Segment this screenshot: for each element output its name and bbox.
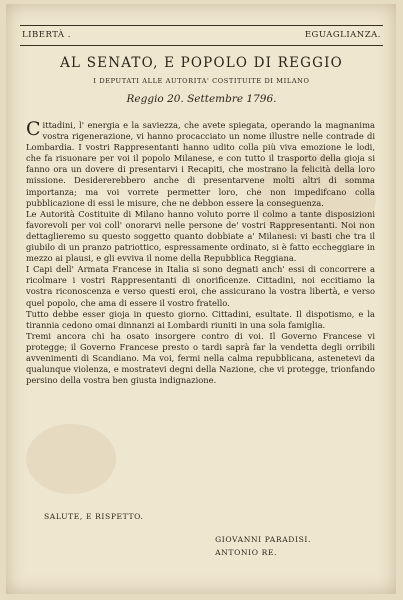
header-bottom-rule — [20, 45, 383, 46]
paragraph: I Capi dell' Armata Francese in Italia si sono degnati anch' essi di concorrere a ricolmare i vostri Rappresentanti di onorificenze. Cittadini, noi eccitiamo la vostra riconoscenza e verso questi eroi, che assicurano la vostra libertà, e verso quel popolo, che ama di essere il vostro fratello. — [26, 264, 375, 308]
signer-name: ANTONIO RE. — [215, 548, 278, 557]
header-right-motto: EGUAGLIANZA. — [304, 30, 381, 40]
header-left-motto: LIBERTÀ . — [22, 30, 71, 40]
signer-name: GIOVANNI PARADISI. — [215, 535, 311, 544]
closing-salutation: SALUTE, E RISPETTO. — [44, 512, 144, 521]
paragraph: Le Autorità Costituite di Milano hanno voluto porre il colmo a tante disposizioni favorevoli per voi coll' onorarvi nelle persone de' vostri Rappresentanti. Noi non dettaglieremo su questo soggetto quanto dobbiate a' Milanesi: vi basti che tra il giubilo di un pranzo patriottico, espressamente ordinato, si è fatto eccheggiare in mezzo ai plausi, e gli evviva il nome della Repubblica Reggiana. — [26, 208, 375, 264]
paragraph: Tremi ancora chi ha osato insorgere contro di voi. Il Governo Francese vi protegge; il Governo Francese presto o tardi saprà far la vendetta degli orribili avvenimenti di Scandiano. Ma voi, fermi nella calma repubblicana, astenetevi da qualunque violenza, e mostratevi degni della Nazione, che vi protegge, trionfando persino della vostra ben giusta indignazione. — [26, 330, 375, 386]
document-date: Reggio 20. Settembre 1796. — [126, 93, 277, 105]
document-title: AL SENATO, E POPOLO DI REGGIO — [60, 55, 343, 71]
header-row — [22, 30, 381, 40]
paragraph: Tutto debbe esser gioja in questo giorno. Cittadini, esultate. Il dispotismo, e la tirannia cedono omai dinnanzi ai Lombardi riuniti in una sola famiglia. — [26, 308, 375, 330]
paper-stain — [26, 424, 116, 494]
header-top-rule — [20, 25, 383, 26]
paragraph: Cittadini, l' energia e la saviezza, che avete spiegata, operando la magnanima vostra rigenerazione, vi hanno procacciato un nome illustre nelle contrade di Lombardia. I vostri Rappresentanti hanno udito colla più viva emozione le lodi, che fa risuonare per voi il popolo Milanese, e con tutto il trasporto della gioja si fanno ora un dovere di presentarvi i Recapiti, che mostrano la felicità della loro missione. Desidererebbero anche di presentarvene molti altri di somma importanza; ma voi vorrete permetter loro, che non impedifcano colla pubblicazione di essi le misure, che ne debbon essere la conseguenza. — [26, 118, 375, 208]
signers — [215, 533, 311, 559]
document-body — [26, 120, 375, 386]
document-subtitle: I DEPUTATI ALLE AUTORITA' COSTITUITE DI MILANO — [93, 77, 310, 85]
